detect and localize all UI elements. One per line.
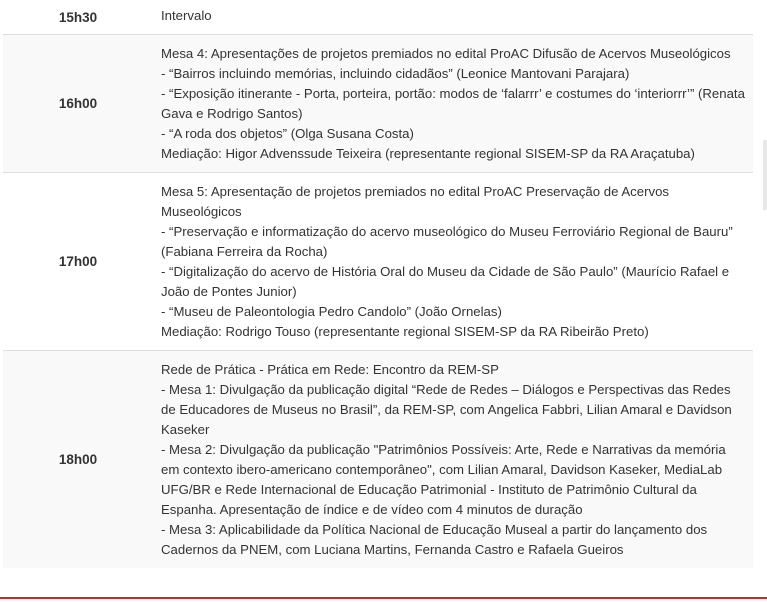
bottom-accent-rule: [0, 597, 767, 599]
activity-line: Mediação: Rodrigo Touso (representante regional SISEM-SP da RA Ribeirão Preto): [161, 324, 649, 339]
activity-line: Mesa 4: Apresentações de projetos premiados no edital ProAC Difusão de Acervos Museológicos: [161, 46, 731, 61]
activity-line: Intervalo: [161, 8, 212, 23]
schedule-table: [3, 0, 753, 568]
activity-cell: [153, 173, 753, 350]
activity-line: Rede de Prática - Prática em Rede: Encontro da REM-SP: [161, 362, 499, 377]
activity-line: - “Museu de Paleontologia Pedro Candolo” (João Ornelas): [161, 304, 502, 319]
activity-line: - Mesa 2: Divulgação da publicação "Patrimônios Possíveis: Arte, Rede e Narrativas da memória em contexto ibero-americano contemporâneo", com Lilian Amaral, Davidson Kaseker, MediaLab UFG/BR e Rede Internacional de Educação Patrimonial - Instituto de Patrimônio Cultural da Espanha. Apresentação de índice e de vídeo com 4 minutos de duração: [161, 442, 726, 517]
activity-cell: [153, 0, 753, 34]
time-cell: 18h00: [58, 452, 98, 467]
schedule-row-1700: [3, 173, 753, 351]
time-cell: 16h00: [58, 96, 98, 111]
activity-line: Mesa 5: Apresentação de projetos premiados no edital ProAC Preservação de Acervos Museológicos: [161, 184, 670, 219]
schedule-row-1600: [3, 35, 753, 173]
activity-line: - “Bairros incluindo memórias, incluindo cidadãos” (Leonice Mantovani Parajara): [161, 66, 630, 81]
activity-line: - “Digitalização do acervo de História Oral do Museu da Cidade de São Paulo” (Maurício Rafael e João de Pontes Junior): [161, 264, 730, 299]
time-cell: 17h00: [58, 254, 98, 269]
time-cell: 15h30: [58, 9, 98, 25]
page-edge-mark: [763, 140, 767, 210]
activity-line: - “Exposição itinerante - Porta, porteira, portão: modos de ‘falarrr’ e costumes do ‘interiorrr’” (Renata Gava e Rodrigo Santos): [161, 86, 745, 121]
activity-line: Mediação: Higor Advenssude Teixeira (representante regional SISEM-SP da RA Araçatuba): [161, 146, 695, 161]
activity-line: - “Preservação e informatização do acervo museológico do Museu Ferroviário Regional de Bauru” (Fabiana Ferreira da Rocha): [161, 224, 733, 259]
activity-cell: [153, 351, 753, 568]
activity-line: - Mesa 3: Aplicabilidade da Política Nacional de Educação Museal a partir do lançamento dos Cadernos da PNEM, com Luciana Martins, Fernanda Castro e Rafaela Gueiros: [161, 522, 708, 557]
activity-cell: [153, 35, 753, 172]
activity-line: - Mesa 1: Divulgação da publicação digital “Rede de Redes – Diálogos e Perspectivas das Redes de Educadores de Museus no Brasil”, da REM-SP, com Angelica Fabbri, Lilian Amaral e Davidson Kaseker: [161, 382, 732, 437]
activity-line: - “A roda dos objetos” (Olga Susana Costa): [161, 126, 414, 141]
schedule-row-1530: [3, 0, 753, 35]
schedule-row-1800: [3, 351, 753, 568]
